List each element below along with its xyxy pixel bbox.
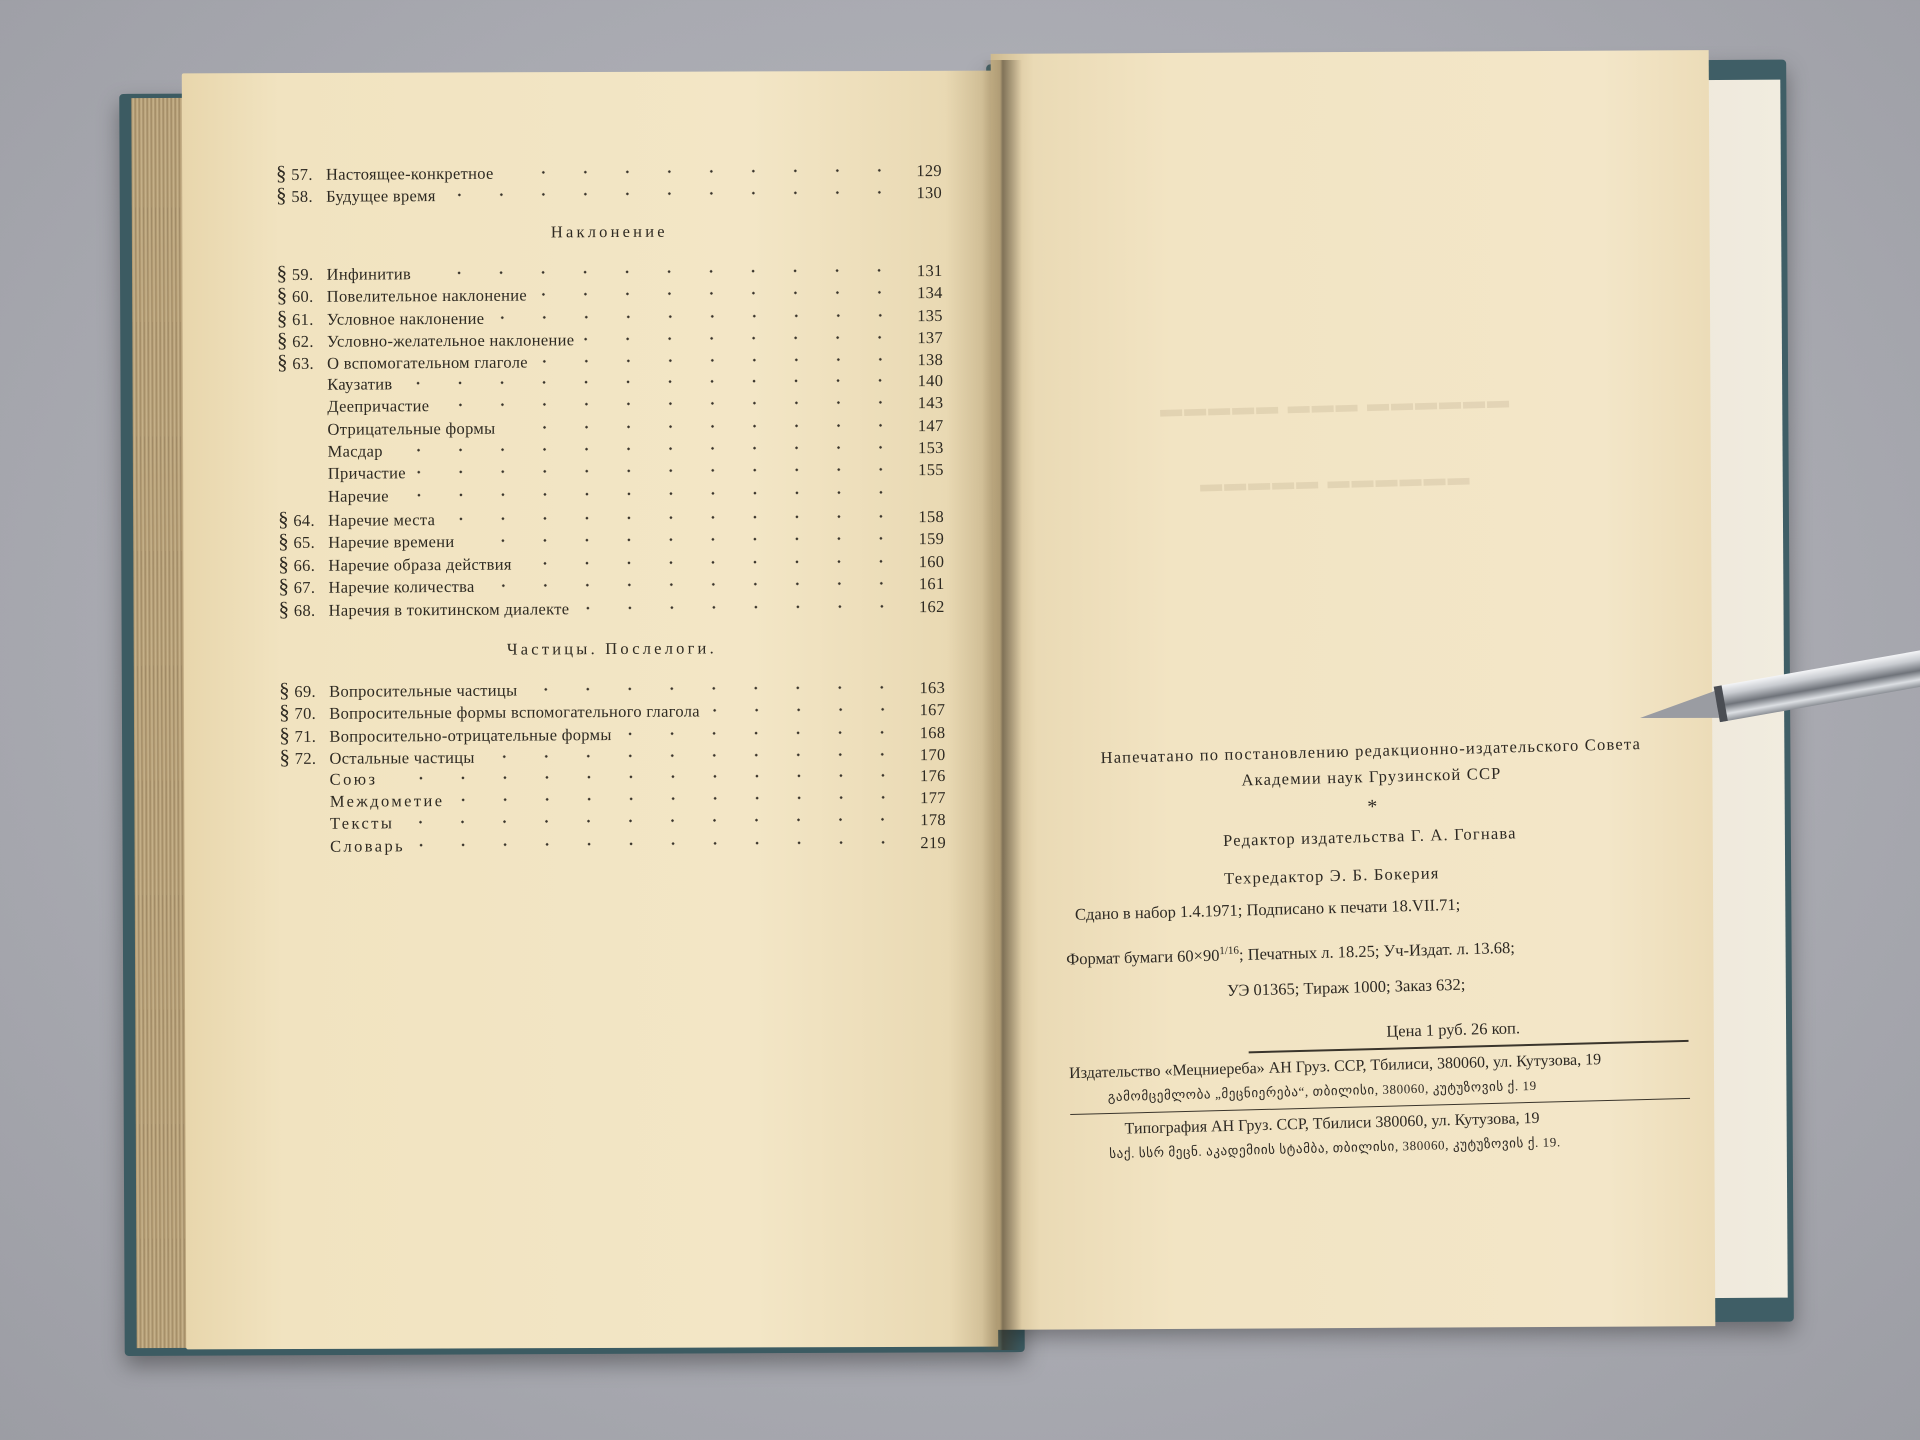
dot-leader xyxy=(505,419,901,433)
section-number-text: 65. xyxy=(293,533,316,553)
dot-leader xyxy=(421,264,901,279)
entry-title: Причастие xyxy=(327,463,406,484)
entry-title: Условное наклонение xyxy=(326,308,485,329)
entry-title: Наречия в токитинском диалекте xyxy=(328,598,570,620)
section-sign: § xyxy=(279,745,291,770)
section-sign: § xyxy=(279,722,291,747)
page-number: 160 xyxy=(918,551,945,571)
colophon-line: Академии наук Грузинской ССР xyxy=(1241,763,1502,790)
section-number-text: 59. xyxy=(291,264,314,284)
section-sign: § xyxy=(276,283,288,308)
section-sign: § xyxy=(279,700,291,725)
colophon xyxy=(1061,730,1692,1167)
section-number-text: 64. xyxy=(293,510,315,531)
printer-line: Типография АН Груз. ССР, Тбилиси 380060, ул. Кутузова, 19 xyxy=(1124,1109,1540,1138)
dot-leader xyxy=(494,309,901,323)
format-text: Формат бумаги 60×90 xyxy=(1065,945,1220,969)
entry-title: Вопросительные частицы xyxy=(329,680,518,701)
colophon-line: Напечатано по постановлению редакционно-издательского Совета xyxy=(1100,733,1642,768)
section-sign: § xyxy=(276,305,288,330)
asterisk-separator: * xyxy=(1367,795,1378,819)
dot-leader xyxy=(527,681,903,695)
dot-leader xyxy=(579,600,902,614)
dot-leader xyxy=(402,374,901,389)
entry-title: Словарь xyxy=(330,836,406,856)
page-number: 129 xyxy=(916,160,943,181)
section-sign: § xyxy=(279,677,290,703)
page-number: 140 xyxy=(917,370,944,390)
entry-title: Междометие xyxy=(329,791,445,811)
section-sign: § xyxy=(277,350,288,375)
section-sign: § xyxy=(276,260,288,285)
page-number: 131 xyxy=(916,260,943,280)
toc-heading-mood: Наклонение xyxy=(550,221,668,242)
section-sign: § xyxy=(278,529,290,554)
section-sign: § xyxy=(278,574,290,599)
section-sign: § xyxy=(276,327,288,352)
page-number: 137 xyxy=(917,327,944,348)
page-number: 143 xyxy=(917,393,944,413)
section-sign: § xyxy=(276,183,287,208)
dot-leader xyxy=(399,486,902,501)
page-number: 138 xyxy=(917,350,944,370)
entry-title: Отрицательные формы xyxy=(327,418,496,439)
section-sign: § xyxy=(277,507,289,532)
entry-title: Инфинитив xyxy=(326,263,412,284)
publisher-line: Издательство «Мецниереба» АН Груз. ССР, Тбилиси, 380060, ул. Кутузова, 19 xyxy=(1068,1050,1602,1082)
section-number-text: 60. xyxy=(291,286,314,307)
section-number xyxy=(277,351,325,376)
page-number: 153 xyxy=(917,437,944,458)
page-number: 161 xyxy=(918,574,945,594)
section-number-text: 67. xyxy=(293,578,316,598)
section-number-text: 71. xyxy=(294,726,317,746)
page-number: 147 xyxy=(917,415,944,435)
entry-title: Тексты xyxy=(329,813,395,834)
toc-entry xyxy=(280,832,946,858)
section-number-text: 70. xyxy=(294,704,317,724)
format-line xyxy=(1066,926,1686,968)
price-line: Цена 1 руб. 26 коп. xyxy=(1386,1018,1521,1041)
page-number: 162 xyxy=(918,596,945,616)
section-number xyxy=(276,184,324,209)
entry-title: Наречие количества xyxy=(328,577,475,597)
dot-leader xyxy=(710,704,903,717)
entry-title: Вопросительно-отрицательные формы xyxy=(329,724,612,746)
dot-leader xyxy=(387,769,903,784)
toc-group-particles xyxy=(279,675,946,858)
page-number: 163 xyxy=(919,677,946,698)
dot-leader xyxy=(622,726,904,740)
entry-title: Деепричастие xyxy=(327,396,430,416)
show-through-text: ▬▬▬▬▬ ▬▬▬▬▬▬ xyxy=(1199,464,1472,497)
section-number xyxy=(279,746,327,771)
format-text: ; Печатных л. 18.25; Уч-Издат. л. 13.68; xyxy=(1238,937,1516,965)
toc-group-mood xyxy=(276,258,944,620)
section-number-text: 68. xyxy=(293,600,316,620)
page-number: 168 xyxy=(919,722,946,742)
section-sign: § xyxy=(275,160,287,186)
format-fraction: 1/16 xyxy=(1219,944,1240,958)
toc-group-tense xyxy=(276,158,942,207)
toc-heading-particles: Частицы. Послелоги. xyxy=(506,638,717,659)
page-number: 135 xyxy=(917,305,943,325)
dot-leader xyxy=(538,354,901,368)
toc-entry xyxy=(279,594,945,620)
page-number: 176 xyxy=(919,765,946,785)
page-number: 158 xyxy=(918,507,945,527)
page-number: 159 xyxy=(918,529,945,549)
section-sign: § xyxy=(278,551,290,576)
section-number-text: 66. xyxy=(293,555,316,575)
dot-leader xyxy=(393,441,902,456)
section-number-text: 69. xyxy=(294,681,316,701)
dot-leader xyxy=(439,396,901,411)
section-number-text: 61. xyxy=(292,309,314,329)
entry-title: Будущее время xyxy=(326,186,436,207)
printer-line-georgian: საქ. სსრ მეცნ. აკადემიის სტამბა, თბილისი, 380060, კუტუზოვის ქ. 19. xyxy=(1109,1134,1561,1162)
toc-entry xyxy=(276,180,942,206)
dot-leader xyxy=(445,510,902,525)
section-number-text: 72. xyxy=(294,749,317,769)
page-number: 167 xyxy=(919,700,946,720)
dot-leader xyxy=(504,164,900,178)
entry-title: Повелительное наклонение xyxy=(326,285,528,306)
page-number: 178 xyxy=(920,810,946,830)
publisher-line-georgian: გამომცემლობა „მეცნიერება“, თბილისი, 380060, კუტუზოვის ქ. 19 xyxy=(1107,1077,1537,1104)
section-sign: § xyxy=(278,596,290,621)
page-number: 134 xyxy=(916,283,943,303)
page-number: 177 xyxy=(920,787,946,808)
entry-title: Условно-желательное наклонение xyxy=(326,330,575,351)
dot-leader xyxy=(537,286,901,300)
dot-leader xyxy=(446,187,900,202)
entry-title: Вопросительные формы вспомогательного глагола xyxy=(329,701,700,724)
page-number: 155 xyxy=(918,460,944,480)
dot-leader xyxy=(485,577,903,592)
book-gutter xyxy=(982,60,1022,1350)
section-number-text: 63. xyxy=(292,354,314,374)
entry-title: Наречие образа действия xyxy=(328,554,512,575)
dot-leader xyxy=(404,814,904,829)
section-number-text: 62. xyxy=(292,331,314,351)
entry-title: Наречие xyxy=(327,486,389,506)
order-line: УЭ 01365; Тираж 1000; Заказ 632; xyxy=(1226,974,1466,1000)
entry-title: Наречие времени xyxy=(328,532,455,553)
section-number-text: 57. xyxy=(291,164,313,184)
page-number: 170 xyxy=(919,745,946,765)
tech-editor-line: Техредактор Э. Б. Бокерия xyxy=(1223,863,1440,888)
entry-title: Настоящее-конкретное xyxy=(325,163,494,184)
table-of-contents xyxy=(276,158,946,858)
dot-leader xyxy=(584,331,901,345)
dot-leader xyxy=(464,533,902,548)
dot-leader xyxy=(416,464,902,479)
dot-leader xyxy=(415,836,904,851)
entry-title: Масдар xyxy=(327,441,383,461)
section-number xyxy=(279,597,327,622)
entry-title: Наречие места xyxy=(328,510,436,530)
entry-title: О вспомогательном глаголе xyxy=(327,352,528,374)
show-through-text: ▬▬▬▬▬ ▬▬▬ ▬▬▬▬▬▬ xyxy=(1159,387,1512,422)
page-number: 219 xyxy=(920,832,947,852)
section-number-text: 58. xyxy=(291,187,313,207)
dates-line: Сдано в набор 1.4.1971; Подписано к печати 18.VII.71; xyxy=(1074,894,1461,924)
dot-leader xyxy=(485,748,904,763)
entry-title: Остальные частицы xyxy=(329,748,475,768)
dot-leader xyxy=(522,555,903,569)
dot-leader xyxy=(454,791,903,806)
entry-title: Союз xyxy=(329,769,378,789)
entry-title: Каузатив xyxy=(327,374,393,394)
editor-line: Редактор издательства Г. А. Гогнава xyxy=(1222,823,1517,850)
page-number: 130 xyxy=(916,183,943,203)
